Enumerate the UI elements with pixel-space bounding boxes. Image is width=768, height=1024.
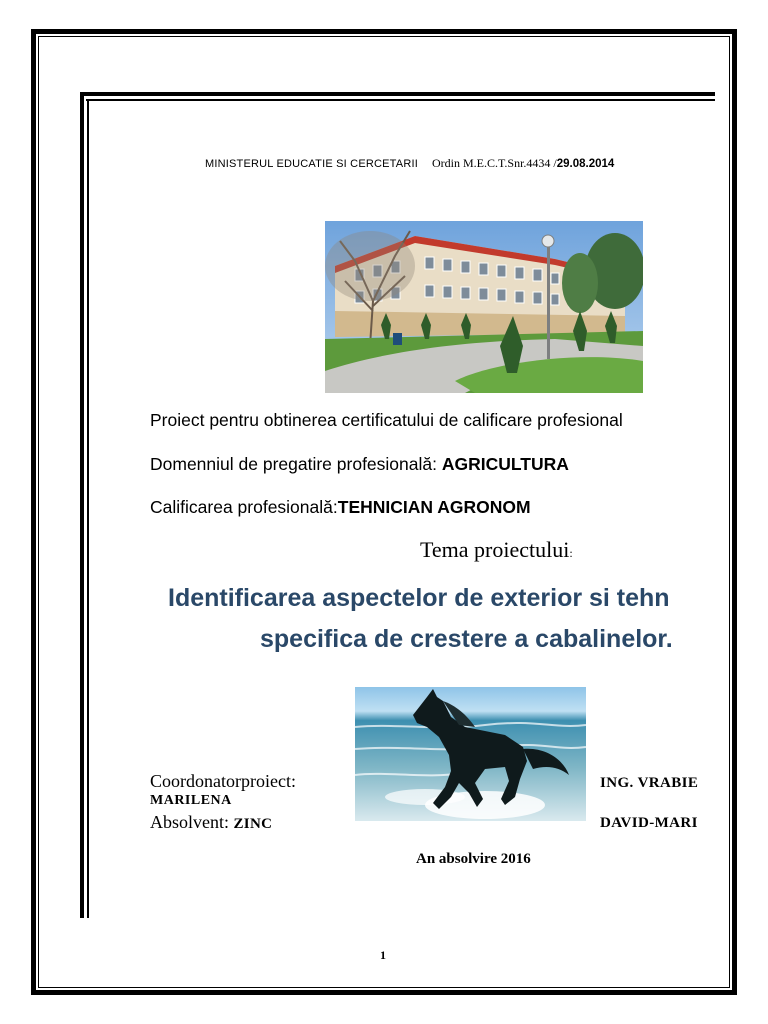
topic-label: Tema proiectului (420, 537, 570, 562)
page-number: 1 (380, 948, 386, 962)
coordinator-label: Coordonatorproiect: (150, 771, 296, 791)
graduation-year: An absolvire 2016 (416, 851, 531, 867)
topic-heading (420, 537, 573, 563)
coordinator-first-name: ING. VRABIE (600, 775, 699, 791)
coordinator-last-name: MARILENA (150, 793, 232, 808)
school-building-photo (325, 221, 643, 393)
training-domain-value: AGRICULTURA (441, 454, 569, 474)
training-domain-line (150, 454, 569, 475)
horse-photo (355, 687, 586, 821)
qualification-line (150, 497, 531, 518)
graduate-line (150, 812, 272, 833)
order-date: 29.08.2014 (556, 158, 615, 170)
qualification-label: Calificarea profesională: (150, 497, 338, 517)
graduate-last-name: DAVID-MARI (600, 815, 698, 831)
document-header (205, 156, 614, 171)
qualification-value: TEHNICIAN AGRONOM (337, 497, 531, 517)
project-title-line2: specifica de crestere a cabalinelor. (260, 625, 673, 653)
ministry-name: MINISTERUL EDUCATIE SI CERCETARII (205, 158, 418, 170)
project-purpose-line: Proiect pentru obtinerea certificatului de calificare profesional (150, 410, 623, 430)
order-reference: Ordin M.E.C.T.Snr.4434 / (431, 156, 557, 170)
graduate-first-name: ZINC (233, 816, 273, 832)
topic-colon: : (569, 546, 573, 560)
training-domain-label: Domenniul de pregatire profesională: (150, 454, 442, 474)
graduate-label: Absolvent: (150, 812, 234, 832)
project-title-line1: Identificarea aspectelor de exterior si tehn (168, 584, 670, 612)
